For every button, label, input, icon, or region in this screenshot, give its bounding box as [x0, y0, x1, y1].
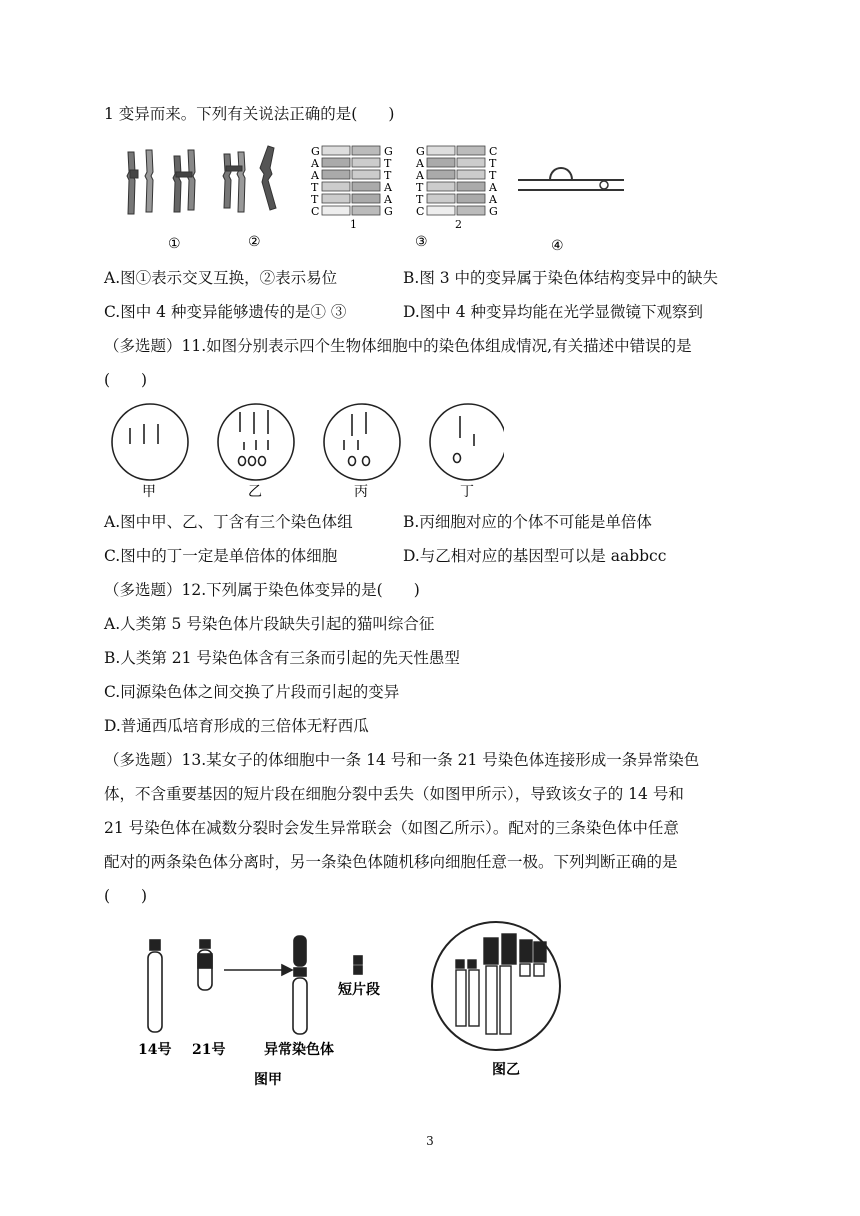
q11-option-c: C.图中的丁一定是单倍体的体细胞 [104, 547, 338, 565]
label-abnormal: 异常染色体 [264, 1042, 334, 1058]
seq1-right-5: G [384, 205, 393, 218]
seq1-right-2: T [384, 169, 392, 182]
seq1-left-5: C [311, 205, 320, 218]
seq1-left-1: A [311, 157, 319, 170]
seq2-right-5: G [489, 205, 498, 218]
cell-label-yi: 乙 [248, 484, 262, 500]
fig-label-circled-2: ② [248, 234, 261, 250]
q10-option-c: C.图中 4 种变异能够遗传的是① ③ [104, 303, 347, 321]
fig-label-2: 2 [455, 218, 462, 231]
q10-option-d: D.图中 4 种变异均能在光学显微镜下观察到 [403, 303, 704, 321]
q12-option-a: A.人类第 5 号染色体片段缺失引起的猫叫综合征 [104, 615, 435, 633]
q12-option-b: B.人类第 21 号染色体含有三条而引起的先天性愚型 [104, 649, 460, 667]
seq2-right-2: T [489, 169, 497, 182]
seq1-left-0: G [311, 145, 320, 158]
fig-label-circled-1: ① [168, 236, 181, 252]
caption-figure-b: 图乙 [492, 1062, 520, 1078]
fig-dna-sequence-2 [427, 146, 485, 215]
q13-line-2: 体，不含重要基因的短片段在细胞分裂中丢失（如图甲所示），导致该女子的 14 号和 [104, 785, 684, 803]
q12-stem: （多选题）12.下列属于染色体变异的是( ) [104, 581, 420, 599]
q10-figure [104, 136, 644, 260]
fig-chromosome-loop [518, 168, 624, 190]
chromosome-abnormal [293, 936, 307, 1034]
seq2-right-0: C [489, 145, 498, 158]
q11-stem-bracket: ( ) [104, 371, 148, 389]
seq1-right-0: G [384, 145, 393, 158]
caption-figure-a: 图甲 [254, 1072, 282, 1086]
seq2-right-4: A [489, 193, 497, 206]
cell-yi [218, 404, 294, 480]
q11-option-a: A.图中甲、乙、丁含有三个染色体组 [104, 513, 353, 531]
page-number: 3 [426, 1134, 434, 1148]
q12-option-c: C.同源染色体之间交换了片段而引起的变异 [104, 683, 400, 701]
label-short-fragment: 短片段 [338, 982, 380, 998]
seq1-left-3: T [311, 181, 319, 194]
fig-label-circled-4: ④ [551, 238, 564, 254]
chromosome-21 [198, 940, 212, 990]
seq1-right-1: T [384, 157, 392, 170]
q13-line-5: ( ) [104, 887, 148, 905]
seq2-left-5: C [416, 205, 425, 218]
q12-option-d: D.普通西瓜培育形成的三倍体无籽西瓜 [104, 717, 369, 735]
cell-bing [324, 404, 400, 480]
fig-label-circled-3: ③ [415, 234, 428, 250]
fig-chromosome-pair-1 [127, 150, 153, 214]
cell-label-bing: 丙 [354, 484, 368, 500]
q11-stem: （多选题）11.如图分别表示四个生物体细胞中的染色体组成情况,有关描述中错误的是 [104, 337, 692, 355]
q10-stem: 1 变异而来。下列有关说法正确的是( ) [104, 105, 395, 123]
q10-option-a: A.图①表示交叉互换，②表示易位 [104, 269, 338, 287]
seq2-left-2: A [416, 169, 424, 182]
chromosome-short-fragment [354, 956, 362, 974]
cell-label-ding: 丁 [460, 484, 474, 500]
fig-chromosome-pair-1b [173, 150, 195, 212]
seq1-left-2: A [311, 169, 319, 182]
seq2-left-3: T [416, 181, 424, 194]
seq2-right-3: A [489, 181, 497, 194]
seq2-right-1: T [489, 157, 497, 170]
q11-option-d: D.与乙相对应的基因型可以是 aabbcc [403, 547, 667, 565]
seq1-right-3: A [384, 181, 392, 194]
label-14: 14号 [138, 1042, 172, 1058]
q13-line-4: 配对的两条染色体分离时，另一条染色体随机移向细胞任意一极。下列判断正确的是 [104, 853, 678, 871]
fig-chromosome-pair-2 [223, 146, 276, 212]
seq2-left-4: T [416, 193, 424, 206]
fig-label-1: 1 [350, 218, 357, 231]
q11-figure [104, 400, 504, 500]
label-21: 21号 [192, 1042, 226, 1058]
seq2-left-0: G [416, 145, 425, 158]
arrow-icon [224, 965, 292, 975]
cell-label-jia: 甲 [142, 484, 156, 500]
q11-option-b: B.丙细胞对应的个体不可能是单倍体 [403, 513, 652, 531]
synapsis-chromosomes [456, 934, 546, 1034]
seq1-right-4: A [384, 193, 392, 206]
seq2-left-1: A [416, 157, 424, 170]
chromosome-14 [148, 940, 162, 1032]
q13-figure [136, 916, 576, 1086]
q13-line-1: （多选题）13.某女子的体细胞中一条 14 号和一条 21 号染色体连接形成一条异常染色 [104, 751, 700, 769]
cell-jia [112, 404, 188, 480]
seq1-left-4: T [311, 193, 319, 206]
fig-dna-sequence-1 [322, 146, 380, 215]
q13-line-3: 21 号染色体在减数分裂时会发生异常联会（如图乙所示）。配对的三条染色体中任意 [104, 819, 679, 837]
cell-ding [430, 404, 504, 480]
q10-option-b: B.图 3 中的变异属于染色体结构变异中的缺失 [403, 269, 719, 287]
